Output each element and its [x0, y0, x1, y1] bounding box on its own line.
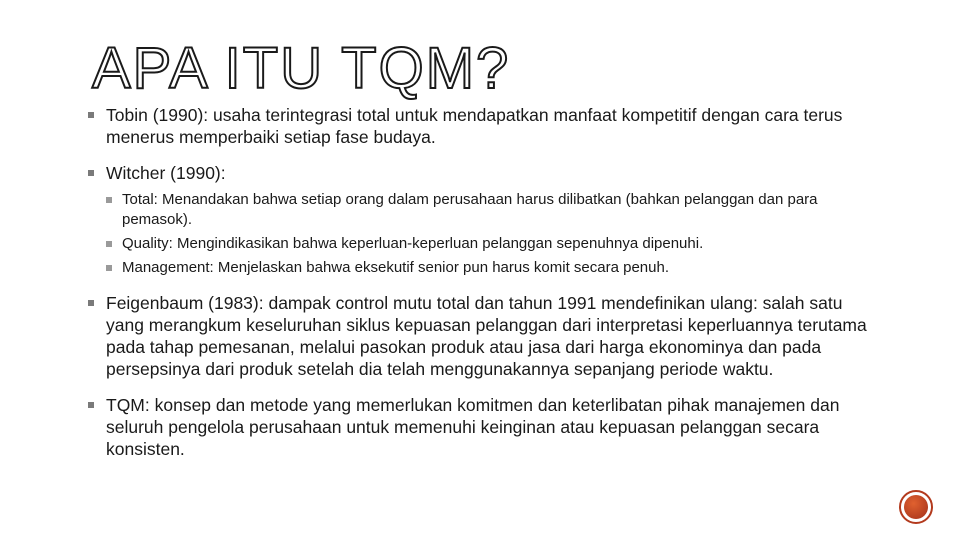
sub-bullet-item-management [106, 258, 878, 278]
square-bullet-icon [88, 300, 94, 306]
slide-title: APA ITU TQM? [92, 36, 511, 101]
square-bullet-icon [88, 402, 94, 408]
badge-fill [904, 495, 928, 519]
sub-bullet-text: Management: Menjelaskan bahwa eksekutif senior pun harus komit secara penuh. [122, 259, 669, 276]
bullet-text: Tobin (1990): usaha terintegrasi total untuk mendapatkan manfaat kompetitif dengan cara terus menerus memperbaiki setiap fase budaya. [106, 105, 843, 147]
square-bullet-icon [106, 265, 112, 271]
sub-bullet-text: Quality: Mengindikasikan bahwa keperluan-keperluan pelanggan sepenuhnya dipenuhi. [122, 235, 704, 252]
sub-bullet-list [106, 190, 878, 278]
bullet-text: TQM: konsep dan metode yang memerlukan komitmen dan keterlibatan pihak manajemen dan seluruh pengelola perusahaan untuk memenuhi keinginan atau kepuasan pelanggan secara konsisten. [106, 395, 840, 459]
bullet-item-tqm [88, 394, 878, 460]
square-bullet-icon [106, 197, 112, 203]
bullet-text: Witcher (1990): [106, 163, 226, 183]
square-bullet-icon [88, 112, 94, 118]
slide-number-badge-icon [899, 490, 933, 524]
bullet-text: Feigenbaum (1983): dampak control mutu total dan tahun 1991 mendefinikan ulang: salah satu yang merangkum keseluruhan siklus kepuasan pelanggan dari interpretasi keperluannya terutama pada tahap pemesanan, melalui pasokan produk atau jasa dari harga ekonominya dan pada persepsinya dari produk setelah dia telah menggunakannya sepanjang periode waktu. [106, 293, 867, 379]
sub-bullet-text: Total: Menandakan bahwa setiap orang dalam perusahaan harus dilibatkan (bahkan pelanggan dan para pemasok). [122, 191, 818, 228]
sub-bullet-item-total [106, 190, 878, 230]
sub-bullet-item-quality [106, 234, 878, 254]
bullet-item-tobin [88, 104, 878, 148]
slide-content [88, 104, 878, 470]
square-bullet-icon [106, 241, 112, 247]
bullet-item-feigenbaum [88, 292, 878, 380]
bullet-item-witcher [88, 162, 878, 278]
square-bullet-icon [88, 170, 94, 176]
